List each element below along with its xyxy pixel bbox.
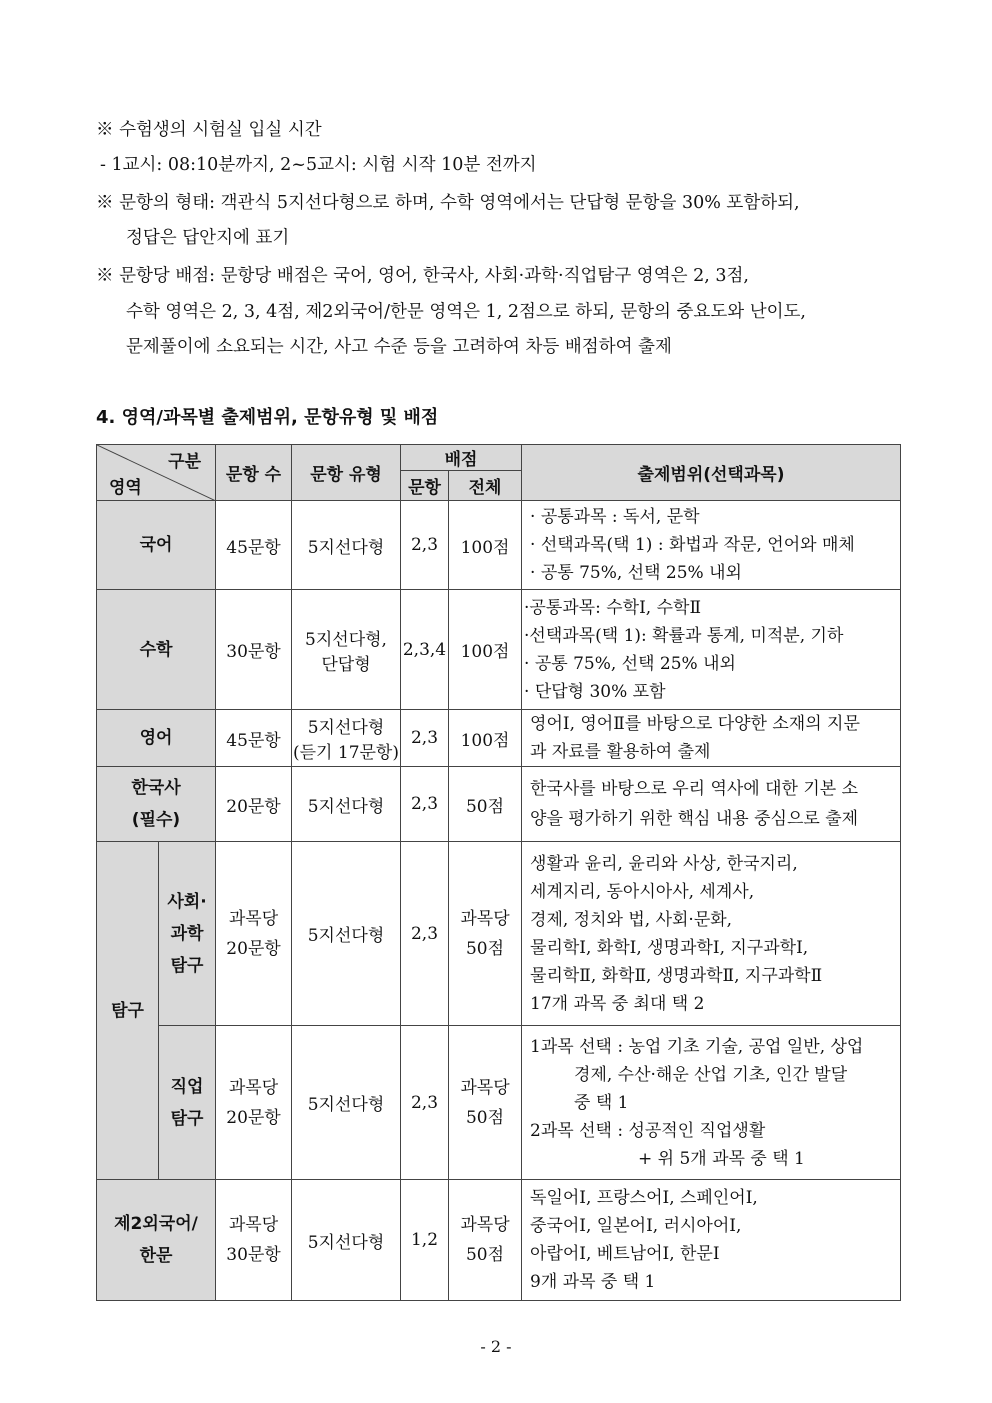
header-diagonal-cell — [97, 445, 216, 501]
page-number: - 2 - — [480, 1337, 512, 1356]
range-foreign — [522, 1180, 901, 1301]
note-question-format: ※ 문항의 형태: 객관식 5지선다형으로 하며, 수학 영역에서는 단답형 문항을 30% 포함하되, — [96, 193, 800, 213]
item-score-math: 2,3,4 — [401, 590, 449, 710]
table-row-social-science — [97, 842, 901, 1026]
table-row-math — [97, 590, 901, 710]
header-score-item: 문항 — [401, 471, 449, 501]
range-line: · 선택과목(택 1) : 화법과 작문, 언어와 매체 — [530, 535, 855, 555]
header-type: 문항 유형 — [292, 445, 401, 501]
range-line: 중국어Ⅰ, 일본어Ⅰ, 러시아어Ⅰ, — [530, 1216, 742, 1236]
total-score-vocational — [449, 1026, 522, 1180]
note-entry-time: ※ 수험생의 시험실 입실 시간 — [96, 120, 322, 140]
total-score-foreign — [449, 1180, 522, 1301]
table-row-vocational — [97, 1026, 901, 1180]
area-line: (필수) — [131, 810, 181, 830]
subject-table — [96, 444, 901, 1301]
table-row-korean — [97, 501, 901, 590]
range-korean — [522, 501, 901, 590]
sub-area-line: 사회· — [167, 891, 207, 912]
total-score-social-science — [449, 842, 522, 1026]
type-line: 단답형 — [321, 654, 371, 675]
type-social-science: 5지선다형 — [292, 842, 401, 1026]
header-count: 문항 수 — [216, 445, 292, 501]
total-score-history: 50점 — [449, 767, 522, 842]
count-line: 30문항 — [226, 1245, 281, 1265]
range-line: 17개 과목 중 최대 택 2 — [530, 993, 705, 1014]
area-history — [97, 767, 216, 842]
total-line: 50점 — [465, 938, 505, 959]
range-line: 과 자료를 활용하여 출제 — [530, 742, 711, 762]
range-line: 한국사를 바탕으로 우리 역사에 대한 기본 소 — [530, 779, 859, 799]
total-line: 과목당 — [460, 1215, 510, 1235]
type-history: 5지선다형 — [292, 767, 401, 842]
count-line: 20문항 — [226, 1107, 281, 1128]
range-line: + 위 5개 과목 중 택 1 — [638, 1148, 805, 1169]
count-vocational — [216, 1026, 292, 1180]
range-line: 경제, 수산·해운 산업 기초, 인간 발달 — [574, 1064, 848, 1085]
type-english — [292, 710, 401, 767]
table-row-english — [97, 710, 901, 767]
count-line: 20문항 — [226, 938, 281, 959]
sub-area-line: 탐구 — [170, 1108, 204, 1129]
area-english: 영어 — [97, 710, 216, 767]
area-inquiry: 탐구 — [97, 842, 159, 1180]
range-line: 영어Ⅰ, 영어Ⅱ를 바탕으로 다양한 소재의 지문 — [530, 714, 860, 734]
count-english: 45문항 — [216, 710, 292, 767]
table-row-history — [97, 767, 901, 842]
range-social-science — [522, 842, 901, 1026]
range-line: 독일어Ⅰ, 프랑스어Ⅰ, 스페인어Ⅰ, — [530, 1188, 758, 1208]
total-line: 과목당 — [460, 1077, 510, 1098]
range-vocational — [522, 1026, 901, 1180]
item-score-vocational: 2,3 — [401, 1026, 449, 1180]
table-row-foreign — [97, 1180, 901, 1301]
range-line: 양을 평가하기 위한 핵심 내용 중심으로 출제 — [530, 809, 859, 829]
range-line: · 공통 75%, 선택 25% 내외 — [524, 653, 736, 674]
range-line: ·공통과목: 수학Ⅰ, 수학Ⅱ — [524, 597, 702, 618]
range-line: 2과목 선택 : 성공적인 직업생활 — [530, 1120, 766, 1141]
note-entry-time-detail: - 1교시: 08:10분까지, 2~5교시: 시험 시작 10분 전까지 — [100, 155, 537, 175]
count-line: 과목당 — [228, 1215, 279, 1235]
count-line: 과목당 — [228, 908, 279, 929]
type-line: 5지선다형 — [307, 718, 385, 738]
count-math: 30문항 — [216, 590, 292, 710]
item-score-history: 2,3 — [401, 767, 449, 842]
count-social-science — [216, 842, 292, 1026]
sub-area-vocational — [159, 1026, 216, 1180]
type-line: 5지선다형, — [305, 629, 387, 650]
section-heading: 4. 영역/과목별 출제범위, 문항유형 및 배점 — [96, 407, 439, 428]
area-line: 한국사 — [131, 778, 181, 798]
range-line: · 공통과목 : 독서, 문학 — [530, 507, 700, 527]
type-line: (듣기 17문항) — [293, 743, 399, 763]
count-history: 20문항 — [216, 767, 292, 842]
range-line: · 공통 75%, 선택 25% 내외 — [530, 563, 742, 583]
sub-area-line: 탐구 — [170, 955, 204, 976]
total-line: 과목당 — [460, 908, 510, 929]
item-score-korean: 2,3 — [401, 501, 449, 590]
item-score-social-science: 2,3 — [401, 842, 449, 1026]
area-foreign — [97, 1180, 216, 1301]
note-scoring-cont1: 수학 영역은 2, 3, 4점, 제2외국어/한문 영역은 1, 2점으로 하되, 문항의 중요도와 난이도, — [126, 302, 806, 322]
type-korean: 5지선다형 — [292, 501, 401, 590]
area-line: 한문 — [139, 1246, 173, 1266]
area-korean: 국어 — [97, 501, 216, 590]
header-score: 배점 — [401, 445, 522, 471]
range-history — [522, 767, 901, 842]
range-line: 1과목 선택 : 농업 기초 기술, 공업 일반, 상업 — [530, 1036, 864, 1057]
range-english — [522, 710, 901, 767]
range-line: 중 택 1 — [574, 1092, 629, 1113]
item-score-foreign: 1,2 — [401, 1180, 449, 1301]
sub-area-line: 과학 — [170, 923, 204, 944]
range-line: 생활과 윤리, 윤리와 사상, 한국지리, — [530, 853, 798, 874]
range-line: 경제, 정치와 법, 사회·문화, — [530, 909, 733, 930]
count-korean: 45문항 — [216, 501, 292, 590]
note-question-format-cont: 정답은 답안지에 표기 — [126, 228, 290, 248]
total-line: 50점 — [465, 1107, 505, 1128]
item-score-english: 2,3 — [401, 710, 449, 767]
sub-area-social-science — [159, 842, 216, 1026]
total-line: 50점 — [465, 1245, 505, 1265]
header-area: 영역 — [109, 478, 142, 498]
total-score-korean: 100점 — [449, 501, 522, 590]
sub-area-line: 직업 — [170, 1076, 204, 1097]
range-line: 아랍어Ⅰ, 베트남어Ⅰ, 한문Ⅰ — [530, 1244, 720, 1264]
note-scoring-cont2: 문제풀이에 소요되는 시간, 사고 수준 등을 고려하여 차등 배점하여 출제 — [126, 337, 672, 357]
header-score-total: 전체 — [449, 471, 522, 501]
header-range: 출제범위(선택과목) — [522, 445, 901, 501]
type-math — [292, 590, 401, 710]
range-line: 세계지리, 동아시아사, 세계사, — [530, 881, 755, 902]
total-score-english: 100점 — [449, 710, 522, 767]
count-foreign — [216, 1180, 292, 1301]
total-score-math: 100점 — [449, 590, 522, 710]
area-math: 수학 — [97, 590, 216, 710]
range-line: ·선택과목(택 1): 확률과 통계, 미적분, 기하 — [524, 625, 844, 646]
range-math — [522, 590, 901, 710]
area-line: 제2외국어/ — [114, 1214, 198, 1234]
table-header-row — [97, 445, 901, 471]
range-line: 9개 과목 중 택 1 — [530, 1272, 656, 1292]
range-line: 물리학Ⅱ, 화학Ⅱ, 생명과학Ⅱ, 지구과학Ⅱ — [530, 965, 823, 986]
type-vocational: 5지선다형 — [292, 1026, 401, 1180]
count-line: 과목당 — [228, 1077, 279, 1098]
header-gubun: 구분 — [168, 452, 201, 472]
range-line: · 단답형 30% 포함 — [524, 681, 666, 702]
note-scoring: ※ 문항당 배점: 문항당 배점은 국어, 영어, 한국사, 사회·과학·직업탐구 영역은 2, 3점, — [96, 266, 749, 286]
type-foreign: 5지선다형 — [292, 1180, 401, 1301]
range-line: 물리학Ⅰ, 화학Ⅰ, 생명과학Ⅰ, 지구과학Ⅰ, — [530, 937, 809, 958]
